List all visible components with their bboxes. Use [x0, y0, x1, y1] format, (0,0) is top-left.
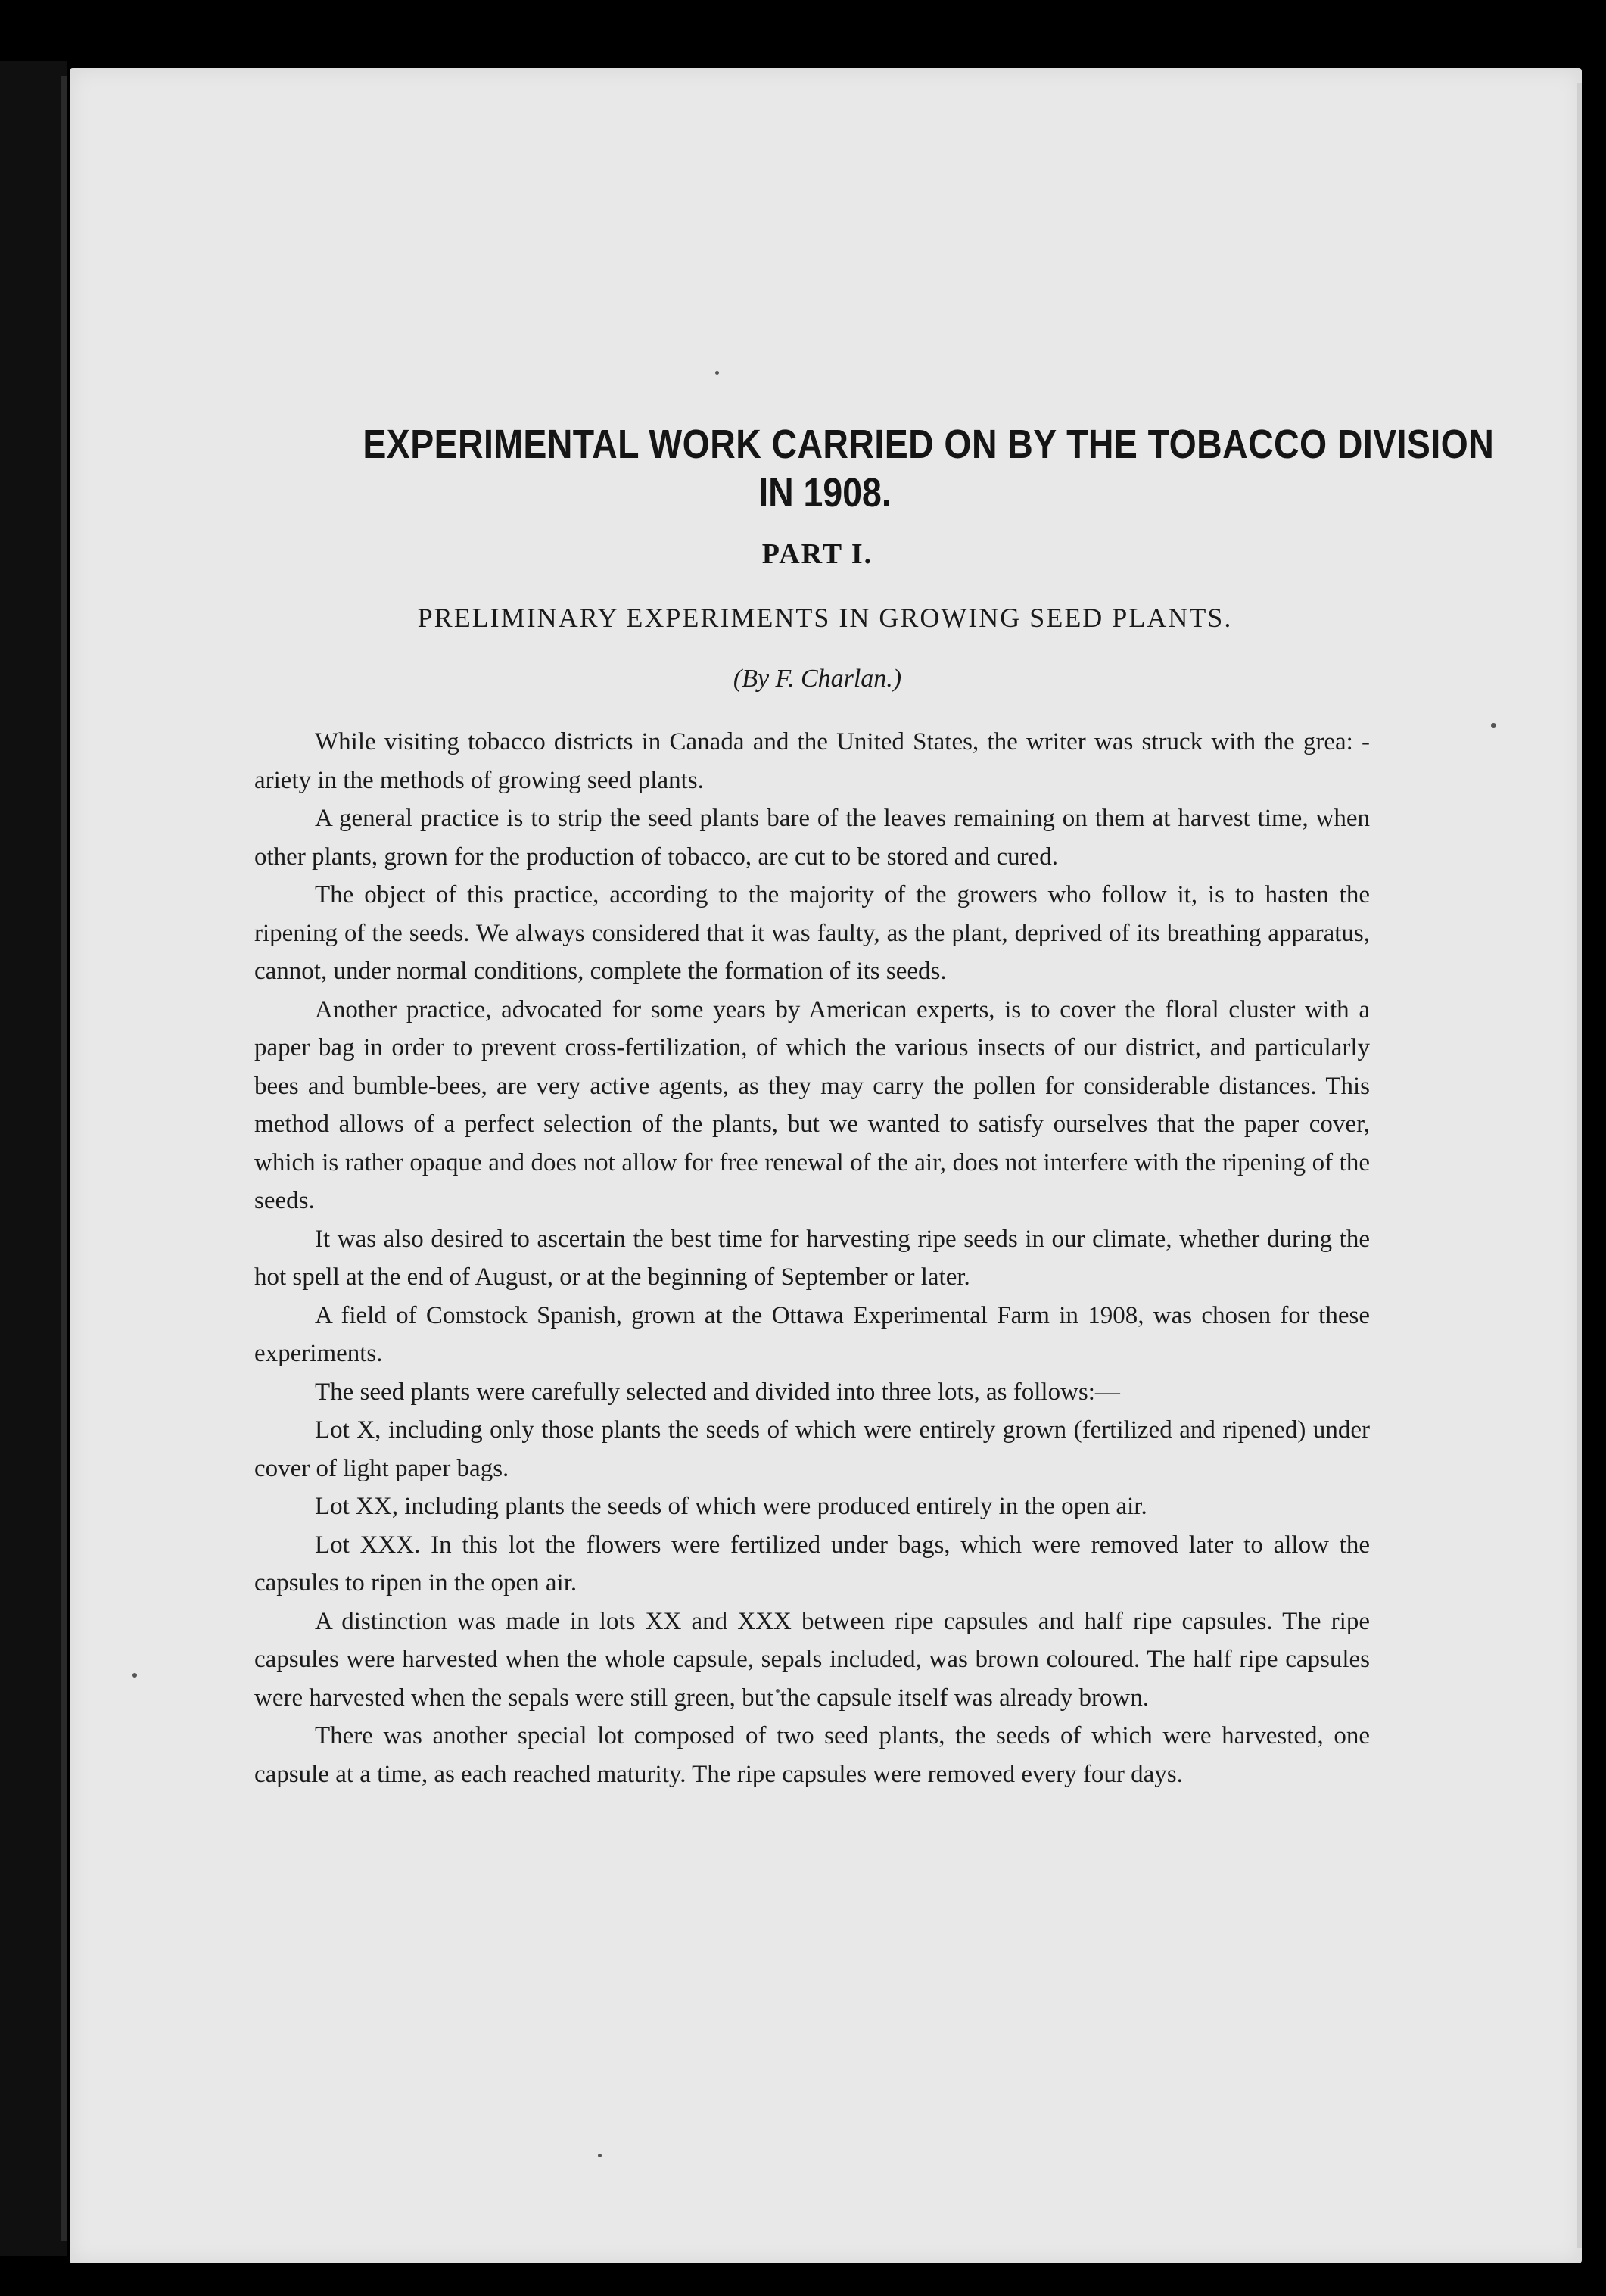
paragraph: Lot X, including only those plants the seeds of which were entirely grown (fertilized and ripened) under cover of light paper bags.	[254, 1416, 1370, 1482]
paragraph: The seed plants were carefully selected and divided into three lots, as follows:—	[315, 1378, 1120, 1406]
page-right-edge	[1577, 83, 1582, 2248]
paragraph: The object of this practice, according to the majority of the growers who follow it, is to hasten the ripening of the seeds. We always considered that it was faulty, as the plant, deprived of its breathing apparatus, cannot, under normal conditions, complete the formation of its seeds.	[254, 881, 1370, 985]
scan-speck	[132, 1673, 137, 1678]
paragraph: A general practice is to strip the seed plants bare of the leaves remaining on them at harvest time, when other plants, grown for the production of tobacco, are cut to be stored and cured.	[254, 805, 1370, 871]
left-binding-shadow	[61, 76, 67, 2241]
title-line-2: IN 1908.	[758, 470, 892, 516]
paragraph: Lot XX, including plants the seeds of which were produced entirely in the open air.	[315, 1493, 1147, 1520]
scan-speck	[598, 2154, 602, 2157]
section-subtitle: PRELIMINARY EXPERIMENTS IN GROWING SEED PLANTS.	[417, 603, 1233, 633]
title-line-1: EXPERIMENTAL WORK CARRIED ON BY THE TOBACCO DIVISION	[363, 422, 1495, 467]
paragraph: A field of Comstock Spanish, grown at the Ottawa Experimental Farm in 1908, was chosen for these experiments.	[254, 1301, 1370, 1367]
scan-speck	[715, 371, 719, 375]
left-binding-edge	[0, 61, 67, 2256]
paragraph: A distinction was made in lots XX and XXX between ripe capsules and half ripe capsules. The ripe capsules were harvested when the whole capsule, sepals included, was brown coloured. The half ripe capsules were harvested when the sepals were still green, but the capsule itself was already brown.	[254, 1607, 1370, 1712]
paragraph: It was also desired to ascertain the best time for harvesting ripe seeds in our climate, whether during the hot spell at the end of August, or at the beginning of September or later.	[254, 1225, 1370, 1291]
scan-speck	[1491, 723, 1496, 728]
author-byline: (By F. Charlan.)	[733, 665, 902, 693]
paragraph: There was another special lot composed of two seed plants, the seeds of which were harvested, one capsule at a time, as each reached maturity. The ripe capsules were removed every four days.	[254, 1722, 1370, 1788]
document-title	[288, 420, 1495, 517]
paragraph: Lot XXX. In this lot the flowers were fertilized under bags, which were removed later to allow the capsules to ripen in the open air.	[254, 1531, 1370, 1597]
paragraph: Another practice, advocated for some years by American experts, is to cover the floral cluster with a paper bag in order to prevent cross-fertilization, of which the various insects of our district, and particularly bees and bumble-bees, are very active agents, as they may carry the pollen for considerable distances. This method allows of a perfect selection of the plants, but we wanted to satisfy ourselves that the paper cover, which is rather opaque and does not allow for free renewal of the air, does not interfere with the ripening of the seeds.	[254, 995, 1370, 1214]
paragraph: While visiting tobacco districts in Canada and the United States, the writer was struck with the grea: -ariety in the methods of growing seed plants.	[254, 728, 1370, 794]
body-text	[254, 723, 1370, 1793]
part-heading: PART I.	[761, 538, 873, 570]
